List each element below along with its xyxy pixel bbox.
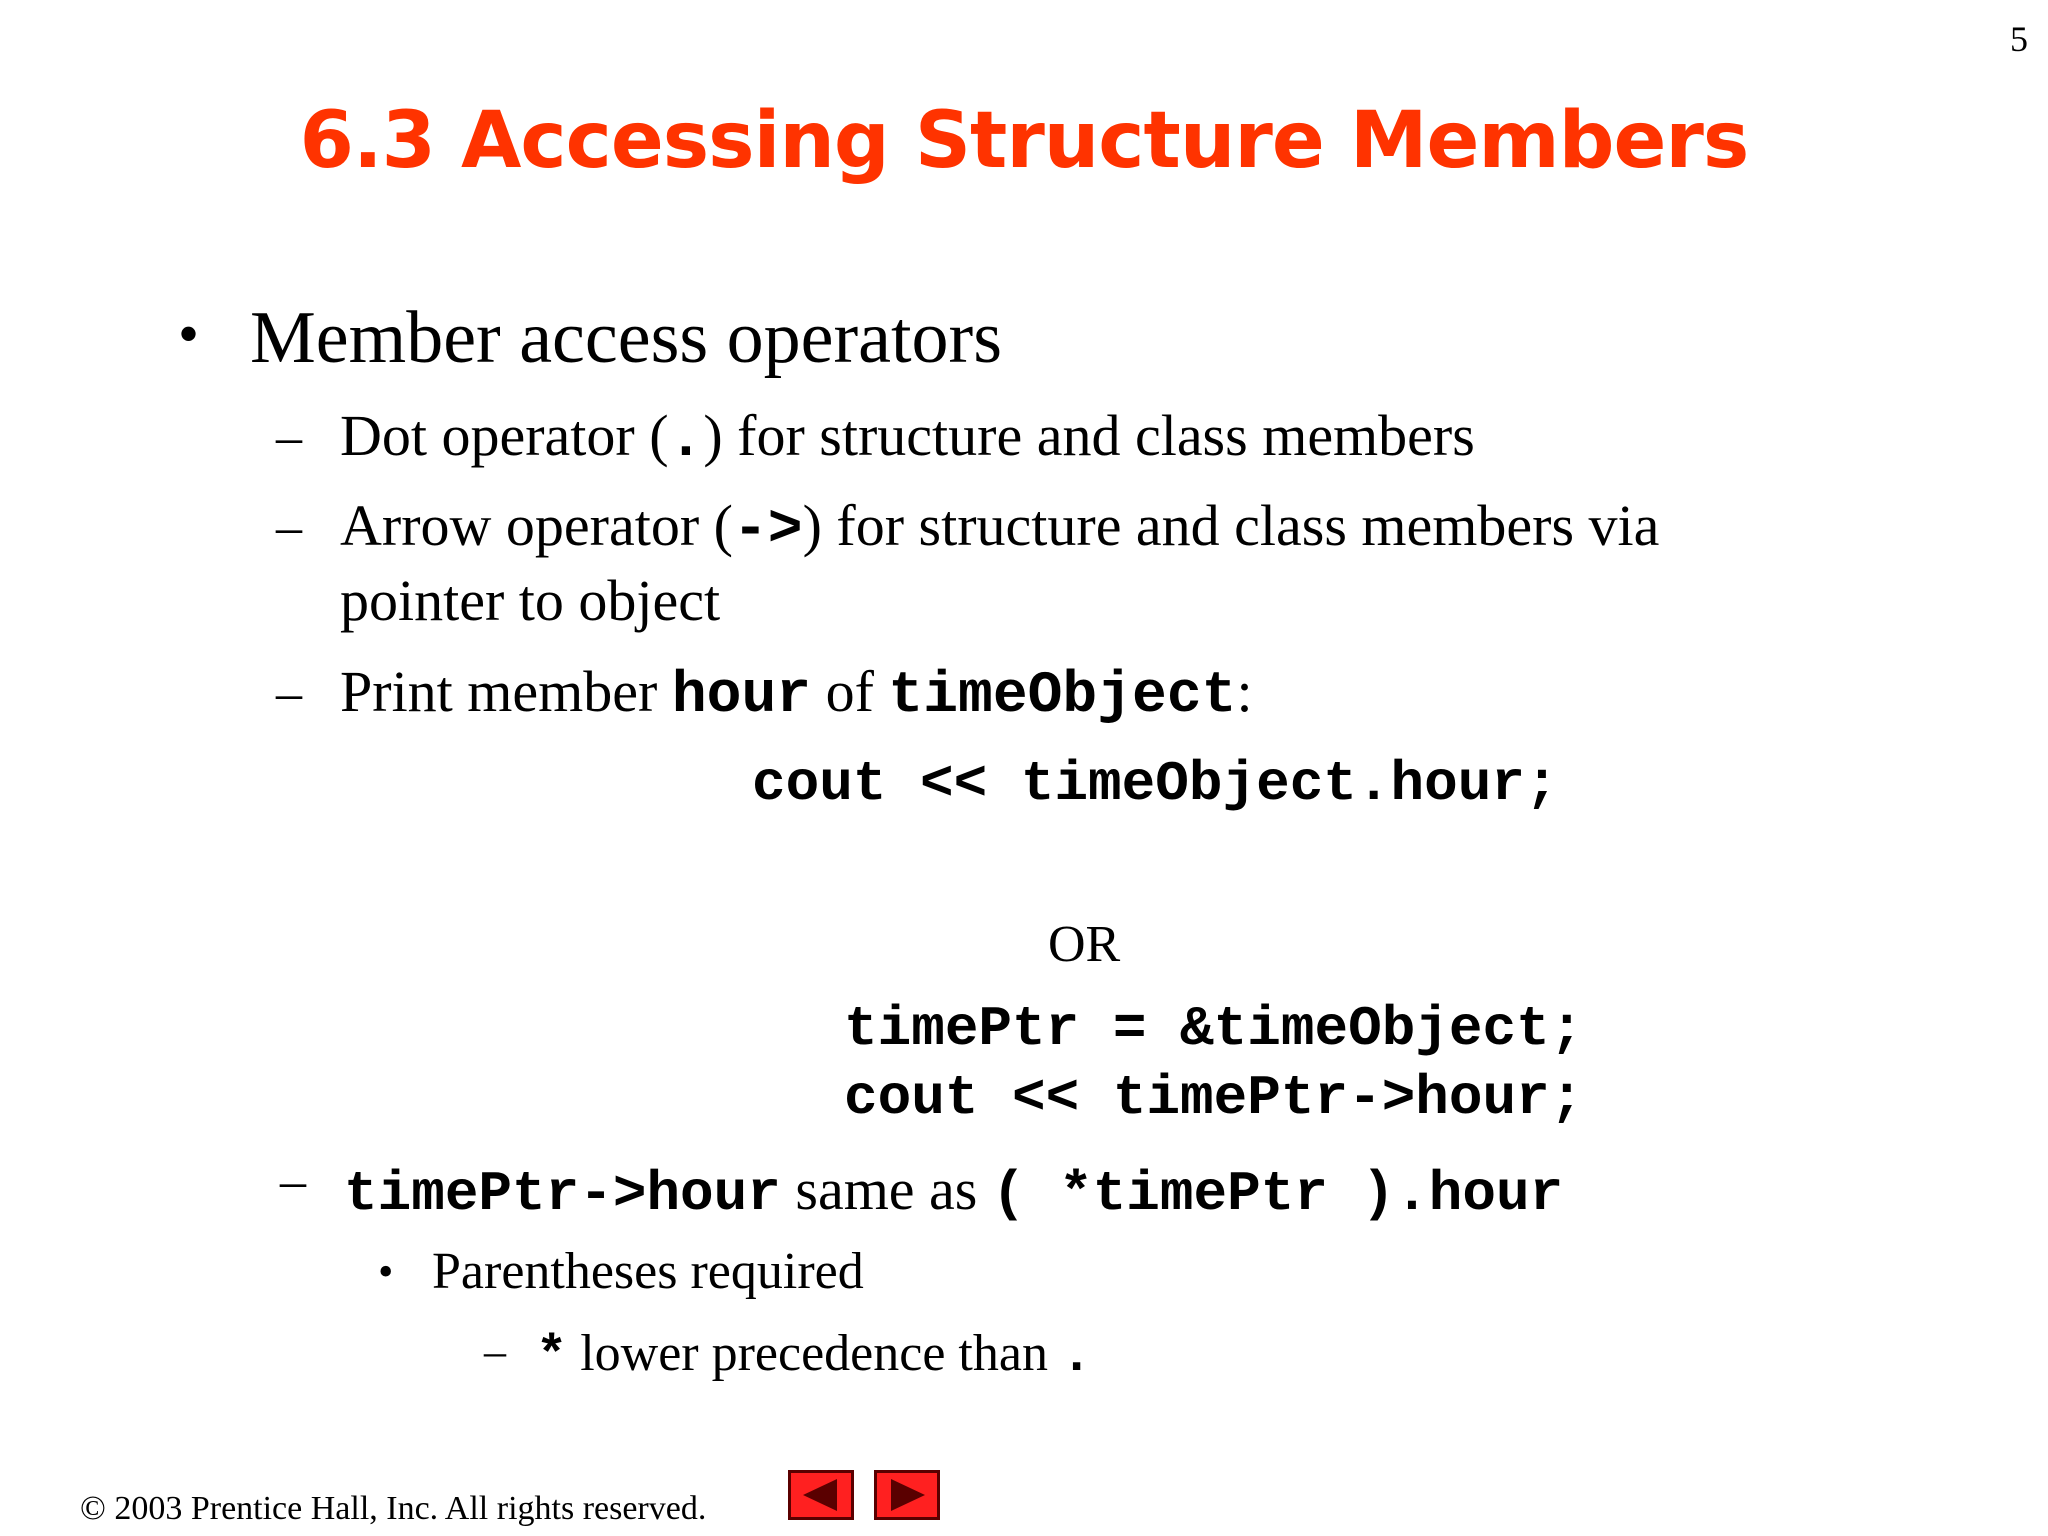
code-dot: . bbox=[1060, 1327, 1093, 1386]
text-segment: Print member bbox=[340, 659, 672, 724]
bullet-marker: • bbox=[178, 301, 200, 367]
text-segment: : bbox=[1236, 659, 1253, 724]
next-slide-button[interactable] bbox=[874, 1470, 940, 1520]
text-segment: ) for structure and class members bbox=[703, 403, 1475, 468]
right-arrow-icon bbox=[877, 1473, 937, 1517]
sub-bullet-arrow-operator-cont: pointer to object bbox=[340, 568, 721, 633]
footer-copyright: © 2003 Prentice Hall, Inc. All rights reserved. bbox=[80, 1490, 707, 1527]
dash-marker: – bbox=[276, 409, 302, 466]
text-segment: ) for structure and class members via bbox=[802, 493, 1660, 558]
bullet-marker: • bbox=[378, 1247, 394, 1296]
code-star: * bbox=[536, 1327, 568, 1386]
bullet-parentheses-required: Parentheses required bbox=[432, 1243, 864, 1300]
slide-number: 5 bbox=[2010, 19, 2028, 59]
dash-marker: – bbox=[276, 499, 302, 556]
text-segment: same as bbox=[780, 1157, 992, 1222]
text-segment: lower precedence than bbox=[567, 1325, 1061, 1382]
code-timeobject: timeObject bbox=[888, 664, 1237, 729]
code-example-arrow: cout << timePtr->hour; bbox=[844, 1066, 1584, 1130]
dash-marker: – bbox=[484, 1327, 506, 1376]
sub-bullet-arrow-operator bbox=[340, 492, 1659, 563]
code-deref-hour: ( *timePtr ).hour bbox=[991, 1162, 1564, 1226]
code-example-dot: cout << timeObject.hour; bbox=[752, 752, 1559, 816]
previous-slide-button[interactable] bbox=[788, 1470, 854, 1520]
text-segment: of bbox=[811, 659, 889, 724]
text-segment: Dot operator ( bbox=[340, 403, 669, 468]
sub-bullet-precedence bbox=[536, 1324, 1092, 1386]
dash-marker: – bbox=[280, 1153, 306, 1210]
sub-bullet-dot-operator bbox=[340, 402, 1475, 473]
code-example-assign: timePtr = &timeObject; bbox=[844, 997, 1584, 1061]
left-arrow-icon bbox=[791, 1473, 851, 1517]
dash-marker: – bbox=[276, 665, 302, 722]
text-segment: Arrow operator ( bbox=[340, 493, 733, 558]
bullet-member-access-operators: Member access operators bbox=[250, 297, 1002, 379]
code-dot: . bbox=[668, 408, 704, 473]
code-arrow: -> bbox=[732, 498, 803, 563]
or-text: OR bbox=[1048, 916, 1121, 973]
slide-title: 6.3 Accessing Structure Members bbox=[299, 96, 1749, 186]
sub-bullet-same-as bbox=[344, 1156, 1563, 1226]
code-timeptr-hour: timePtr->hour bbox=[344, 1162, 781, 1226]
sub-bullet-print-member bbox=[340, 658, 1253, 729]
code-hour: hour bbox=[671, 664, 812, 729]
